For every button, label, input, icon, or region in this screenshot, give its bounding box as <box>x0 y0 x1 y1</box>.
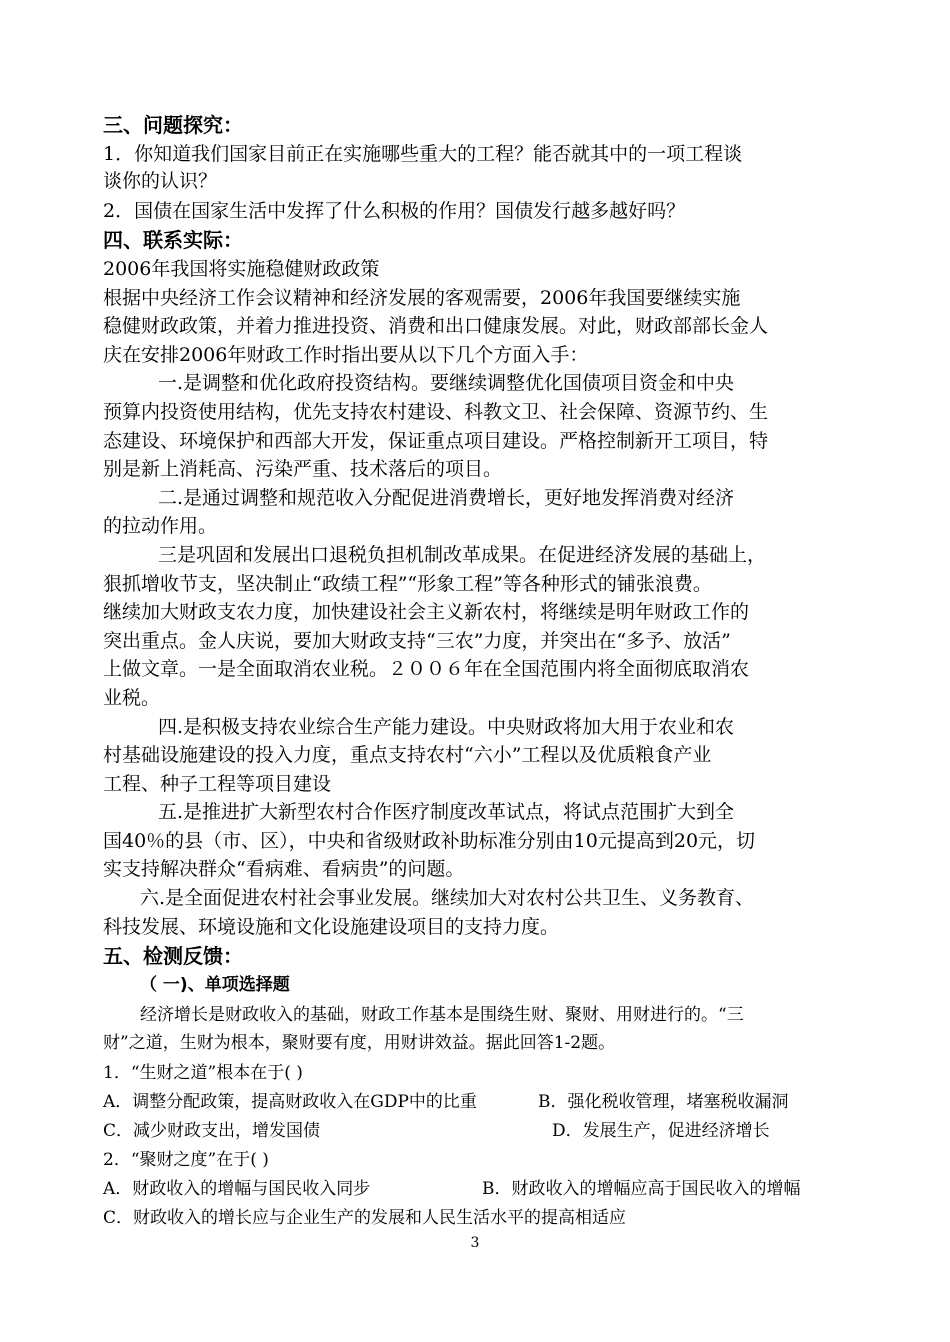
page-number: 3 <box>470 1235 480 1251</box>
exercise-intro-line-2: 财”之道，生财为根本，聚财要有度，用财讲效益。据此回答1-2题。 <box>103 1033 616 1053</box>
point-1-line-1: 一.是调整和优化政府投资结构。要继续调整优化国债项目资金和中央 <box>158 372 735 394</box>
point-1-line-2: 预算内投资使用结构，优先支持农村建设、科教文卫、社会保障、资源节约、生 <box>103 401 769 423</box>
mc-question-2: 2．“聚财之度”在于( ) <box>103 1150 269 1170</box>
point-3-line-6: 业税。 <box>103 687 161 709</box>
mc-q2-option-a: A．财政收入的增幅与国民收入同步 <box>103 1179 371 1199</box>
point-6-line-1: 六.是全面促进农村社会事业发展。继续加大对农村公共卫生、义务教育、 <box>140 887 755 909</box>
point-6-line-2: 科技发展、环境设施和文化设施建设项目的支持力度。 <box>103 916 560 938</box>
mc-q2-option-c: C．财政收入的增长应与企业生产的发展和人民生活水平的提高相适应 <box>103 1208 627 1228</box>
question-1-line-1: 1．你知道我们国家目前正在实施哪些重大的工程？能否就其中的一项工程谈 <box>103 143 743 165</box>
intro-line-2: 稳健财政政策，并着力推进投资、消费和出口健康发展。对此，财政部部长金人 <box>103 315 769 337</box>
point-3-line-3: 继续加大财政支农力度，加快建设社会主义新农村，将继续是明年财政工作的 <box>103 601 750 623</box>
intro-line-3: 庆在安排2006年财政工作时指出要从以下几个方面入手： <box>103 344 589 366</box>
point-5-line-2: 国40％的县（市、区），中央和省级财政补助标准分别由10元提高到20元，切 <box>103 830 756 852</box>
point-4-line-1: 四.是积极支持农业综合生产能力建设。中央财政将加大用于农业和农 <box>158 716 735 738</box>
point-5-line-3: 实支持解决群众“看病难、看病贵”的问题。 <box>103 858 465 880</box>
point-4-line-2: 村基础设施建设的投入力度，重点支持农村“六小”工程以及优质粮食产业 <box>103 744 712 766</box>
section-heading-3: 三、问题探究： <box>103 113 243 137</box>
point-2-line-1: 二.是通过调整和规范收入分配促进消费增长，更好地发挥消费对经济 <box>158 487 735 509</box>
section-heading-4: 四、联系实际： <box>103 228 243 252</box>
question-1-line-2: 谈你的认识？ <box>103 170 218 192</box>
point-3-line-2: 狠抓增收节支，坚决制止“政绩工程”“形象工程”等各种形式的铺张浪费。 <box>103 573 712 595</box>
subsection-single-choice: （ 一)、单项选择题 <box>140 975 290 995</box>
section-heading-5: 五、检测反馈： <box>103 944 243 968</box>
point-2-line-2: 的拉动作用。 <box>103 515 218 537</box>
mc-q1-option-d: D．发展生产，促进经济增长 <box>552 1121 770 1141</box>
mc-question-1: 1．“生财之道”根本在于( ) <box>103 1063 303 1083</box>
mc-q1-option-c: C．减少财政支出，增发国债 <box>103 1121 321 1141</box>
question-2: 2．国债在国家生活中发挥了什么积极的作用？国债发行越多越好吗？ <box>103 200 686 222</box>
intro-line-1: 根据中央经济工作会议精神和经济发展的客观需要，2006年我国要继续实施 <box>103 287 741 309</box>
point-4-line-3: 工程、种子工程等项目建设 <box>103 773 332 795</box>
article-title: 2006年我国将实施稳健财政政策 <box>103 258 380 280</box>
point-1-line-4: 别是新上消耗高、污染严重、技术落后的项目。 <box>103 458 503 480</box>
point-3-line-5: 上做文章。一是全面取消农业税。２００６年在全国范围内将全面彻底取消农 <box>103 658 750 680</box>
mc-q1-option-b: B．强化税收管理，堵塞税收漏洞 <box>538 1092 789 1112</box>
mc-q1-option-a: A．调整分配政策，提高财政收入在GDP中的比重 <box>103 1092 477 1112</box>
point-5-line-1: 五.是推进扩大新型农村合作医疗制度改革试点，将试点范围扩大到全 <box>158 801 735 823</box>
point-1-line-3: 态建设、环境保护和西部大开发，保证重点项目建设。严格控制新开工项目，特 <box>103 430 769 452</box>
mc-q2-option-b: B．财政收入的增幅应高于国民收入的增幅 <box>482 1179 801 1199</box>
exercise-intro-line-1: 经济增长是财政收入的基础，财政工作基本是围绕生财、聚财、用财进行的。“三 <box>140 1005 744 1025</box>
point-3-line-1: 三是巩固和发展出口退税负担机制改革成果。在促进经济发展的基础上， <box>158 544 767 566</box>
point-3-line-4: 突出重点。金人庆说，要加大财政支持“三农”力度，并突出在“多予、放活” <box>103 630 731 652</box>
